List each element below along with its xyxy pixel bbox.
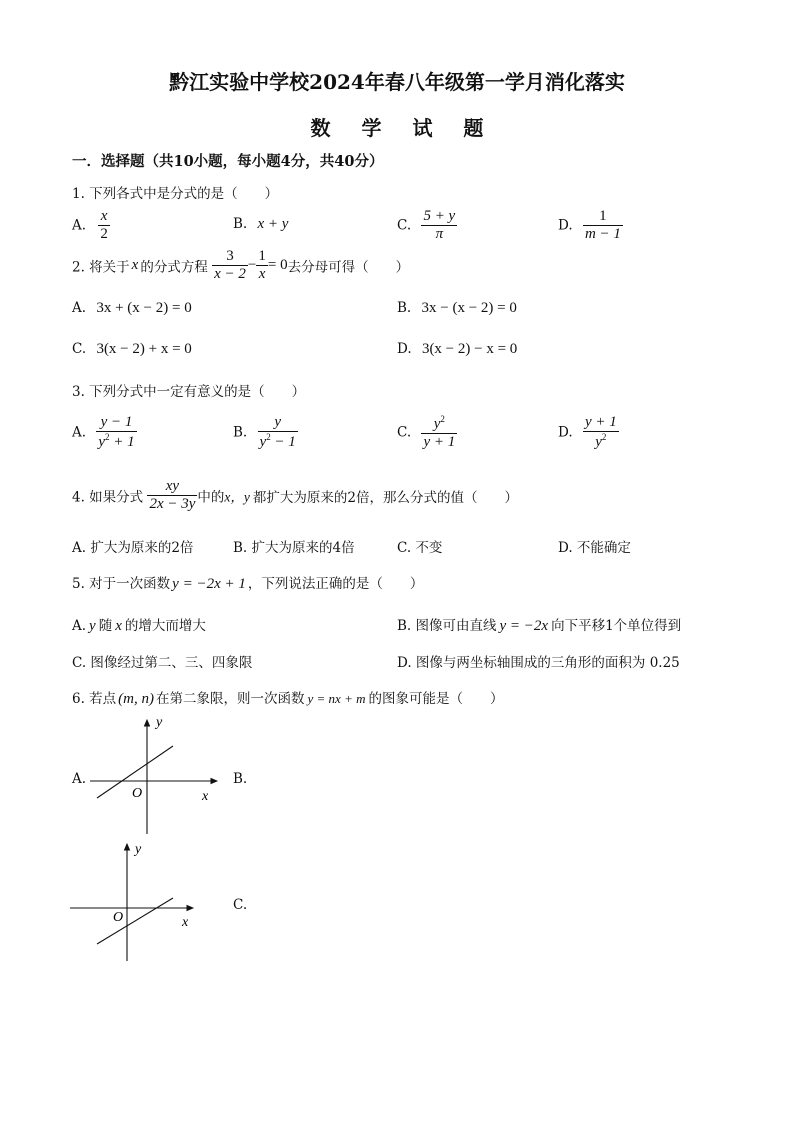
question-2-stem: 2. 将关于 x 的分式方程 $\frac{3}{x - 2}$ − $\frac{1}{x}$ = 0去分母可得（ ） bbox=[72, 248, 410, 282]
q6-option-b-label[interactable]: B. bbox=[233, 771, 248, 787]
q2-option-d[interactable] bbox=[397, 341, 517, 358]
question-3-stem: 3. 下列分式中一定有意义的是（ ） bbox=[72, 384, 306, 400]
option-label: B. bbox=[397, 300, 412, 316]
q5-option-d[interactable]: D. 图像与两坐标轴围成的三角形的面积为 0.25 bbox=[397, 655, 680, 671]
fraction: $\frac{y + 1}{y^2}$ bbox=[584, 414, 617, 450]
fraction: $\frac{y - 1}{y^2 + 1}$ bbox=[98, 414, 135, 450]
origin-label: O bbox=[132, 786, 143, 801]
expression: 3(x − 2) − x = 0 bbox=[421, 341, 518, 357]
q6-option-c-label[interactable]: C. bbox=[233, 897, 248, 913]
option-label: B. bbox=[233, 216, 248, 232]
fraction: $\frac{x}{2}$ bbox=[100, 208, 108, 242]
fraction: $\frac{y}{y^2 - 1}$ bbox=[259, 414, 296, 450]
question-5-stem: 5. 对于一次函数 y = −2x + 1 ，下列说法正确的是（ ） bbox=[72, 576, 424, 592]
x-axis-label: x bbox=[182, 915, 189, 930]
function-line bbox=[97, 898, 173, 944]
question-4-stem: 4. 如果分式 $\frac{xy}{2x - 3y}$ 中的x，y 都扩大为原来的2倍，那么分式的值（ ） bbox=[72, 478, 518, 512]
q2-option-b[interactable] bbox=[397, 300, 517, 317]
graph-option-b bbox=[65, 838, 205, 966]
fraction: $\frac{3}{x - 2}$ bbox=[214, 248, 246, 282]
graph-option-a bbox=[85, 712, 225, 840]
expression: 3x + (x − 2) = 0 bbox=[96, 300, 192, 316]
option-label: D. bbox=[558, 217, 573, 234]
q1-option-d[interactable] bbox=[558, 208, 623, 243]
q2-option-a[interactable] bbox=[72, 300, 192, 317]
expression: 3(x − 2) + x = 0 bbox=[96, 341, 192, 357]
q2-option-c[interactable] bbox=[72, 341, 192, 358]
q5-option-b[interactable]: B. 图像可由直线 y = −2x 向下平移1个单位得到 bbox=[397, 618, 682, 634]
fraction: $\frac{xy}{2x - 3y}$ bbox=[149, 478, 196, 512]
section-heading: 一．选择题（共10小题，每小题4分，共40分） bbox=[72, 153, 384, 170]
q6-option-a-label[interactable]: A. bbox=[72, 771, 87, 787]
option-label: C. bbox=[397, 217, 412, 234]
q3-option-b[interactable] bbox=[233, 414, 298, 451]
option-label: C. bbox=[72, 341, 87, 357]
page-subtitle: 数 学 试 题 bbox=[310, 116, 496, 140]
q4-option-a[interactable]: A. 扩大为原来的2倍 bbox=[72, 540, 194, 556]
option-label: C. bbox=[397, 424, 412, 441]
fraction: $\frac{y^2}{y + 1}$ bbox=[423, 414, 456, 450]
q4-option-d[interactable]: D. 不能确定 bbox=[558, 540, 631, 556]
q5-option-c[interactable]: C. 图像经过第二、三、四象限 bbox=[72, 655, 253, 671]
question-1-stem: 1. 下列各式中是分式的是（ ） bbox=[72, 186, 279, 202]
function-expression: y = −2x + 1 bbox=[172, 576, 246, 592]
q1-option-a[interactable] bbox=[72, 208, 110, 243]
option-label: D. bbox=[558, 424, 573, 441]
y-axis-label: y bbox=[156, 715, 163, 730]
option-label: A. bbox=[72, 424, 87, 441]
expression: 3x − (x − 2) = 0 bbox=[421, 300, 517, 316]
q4-option-c[interactable]: C. 不变 bbox=[397, 540, 443, 556]
q3-option-d[interactable] bbox=[558, 414, 619, 451]
page-title: 黔江实验中学校2024年春八年级第一学月消化落实 bbox=[169, 70, 625, 94]
q3-option-a[interactable] bbox=[72, 414, 137, 451]
option-label: B. bbox=[233, 424, 248, 441]
q3-option-c[interactable] bbox=[397, 414, 457, 451]
expression: x + y bbox=[257, 216, 289, 232]
fraction: $\frac{1}{m - 1}$ bbox=[584, 208, 621, 242]
q1-option-c[interactable] bbox=[397, 208, 457, 243]
q1-option-b[interactable] bbox=[233, 216, 288, 233]
fraction: $\frac{1}{x}$ bbox=[258, 248, 266, 282]
option-label: A. bbox=[72, 217, 87, 234]
fraction: $\frac{5 + y}{\pi}$ bbox=[423, 208, 456, 242]
option-label: D. bbox=[397, 341, 412, 357]
question-6-stem: 6. 若点 (m, n) 在第二象限，则一次函数 y = nx + m 的图象可能是（ ） bbox=[72, 691, 504, 707]
y-axis-label: y bbox=[135, 842, 142, 857]
option-label: A. bbox=[72, 300, 87, 316]
q4-option-b[interactable]: B. 扩大为原来的4倍 bbox=[233, 540, 355, 556]
origin-label: O bbox=[113, 910, 124, 925]
x-axis-label: x bbox=[202, 789, 209, 804]
q5-option-a[interactable]: A. y 随 x 的增大而增大 bbox=[72, 618, 206, 634]
